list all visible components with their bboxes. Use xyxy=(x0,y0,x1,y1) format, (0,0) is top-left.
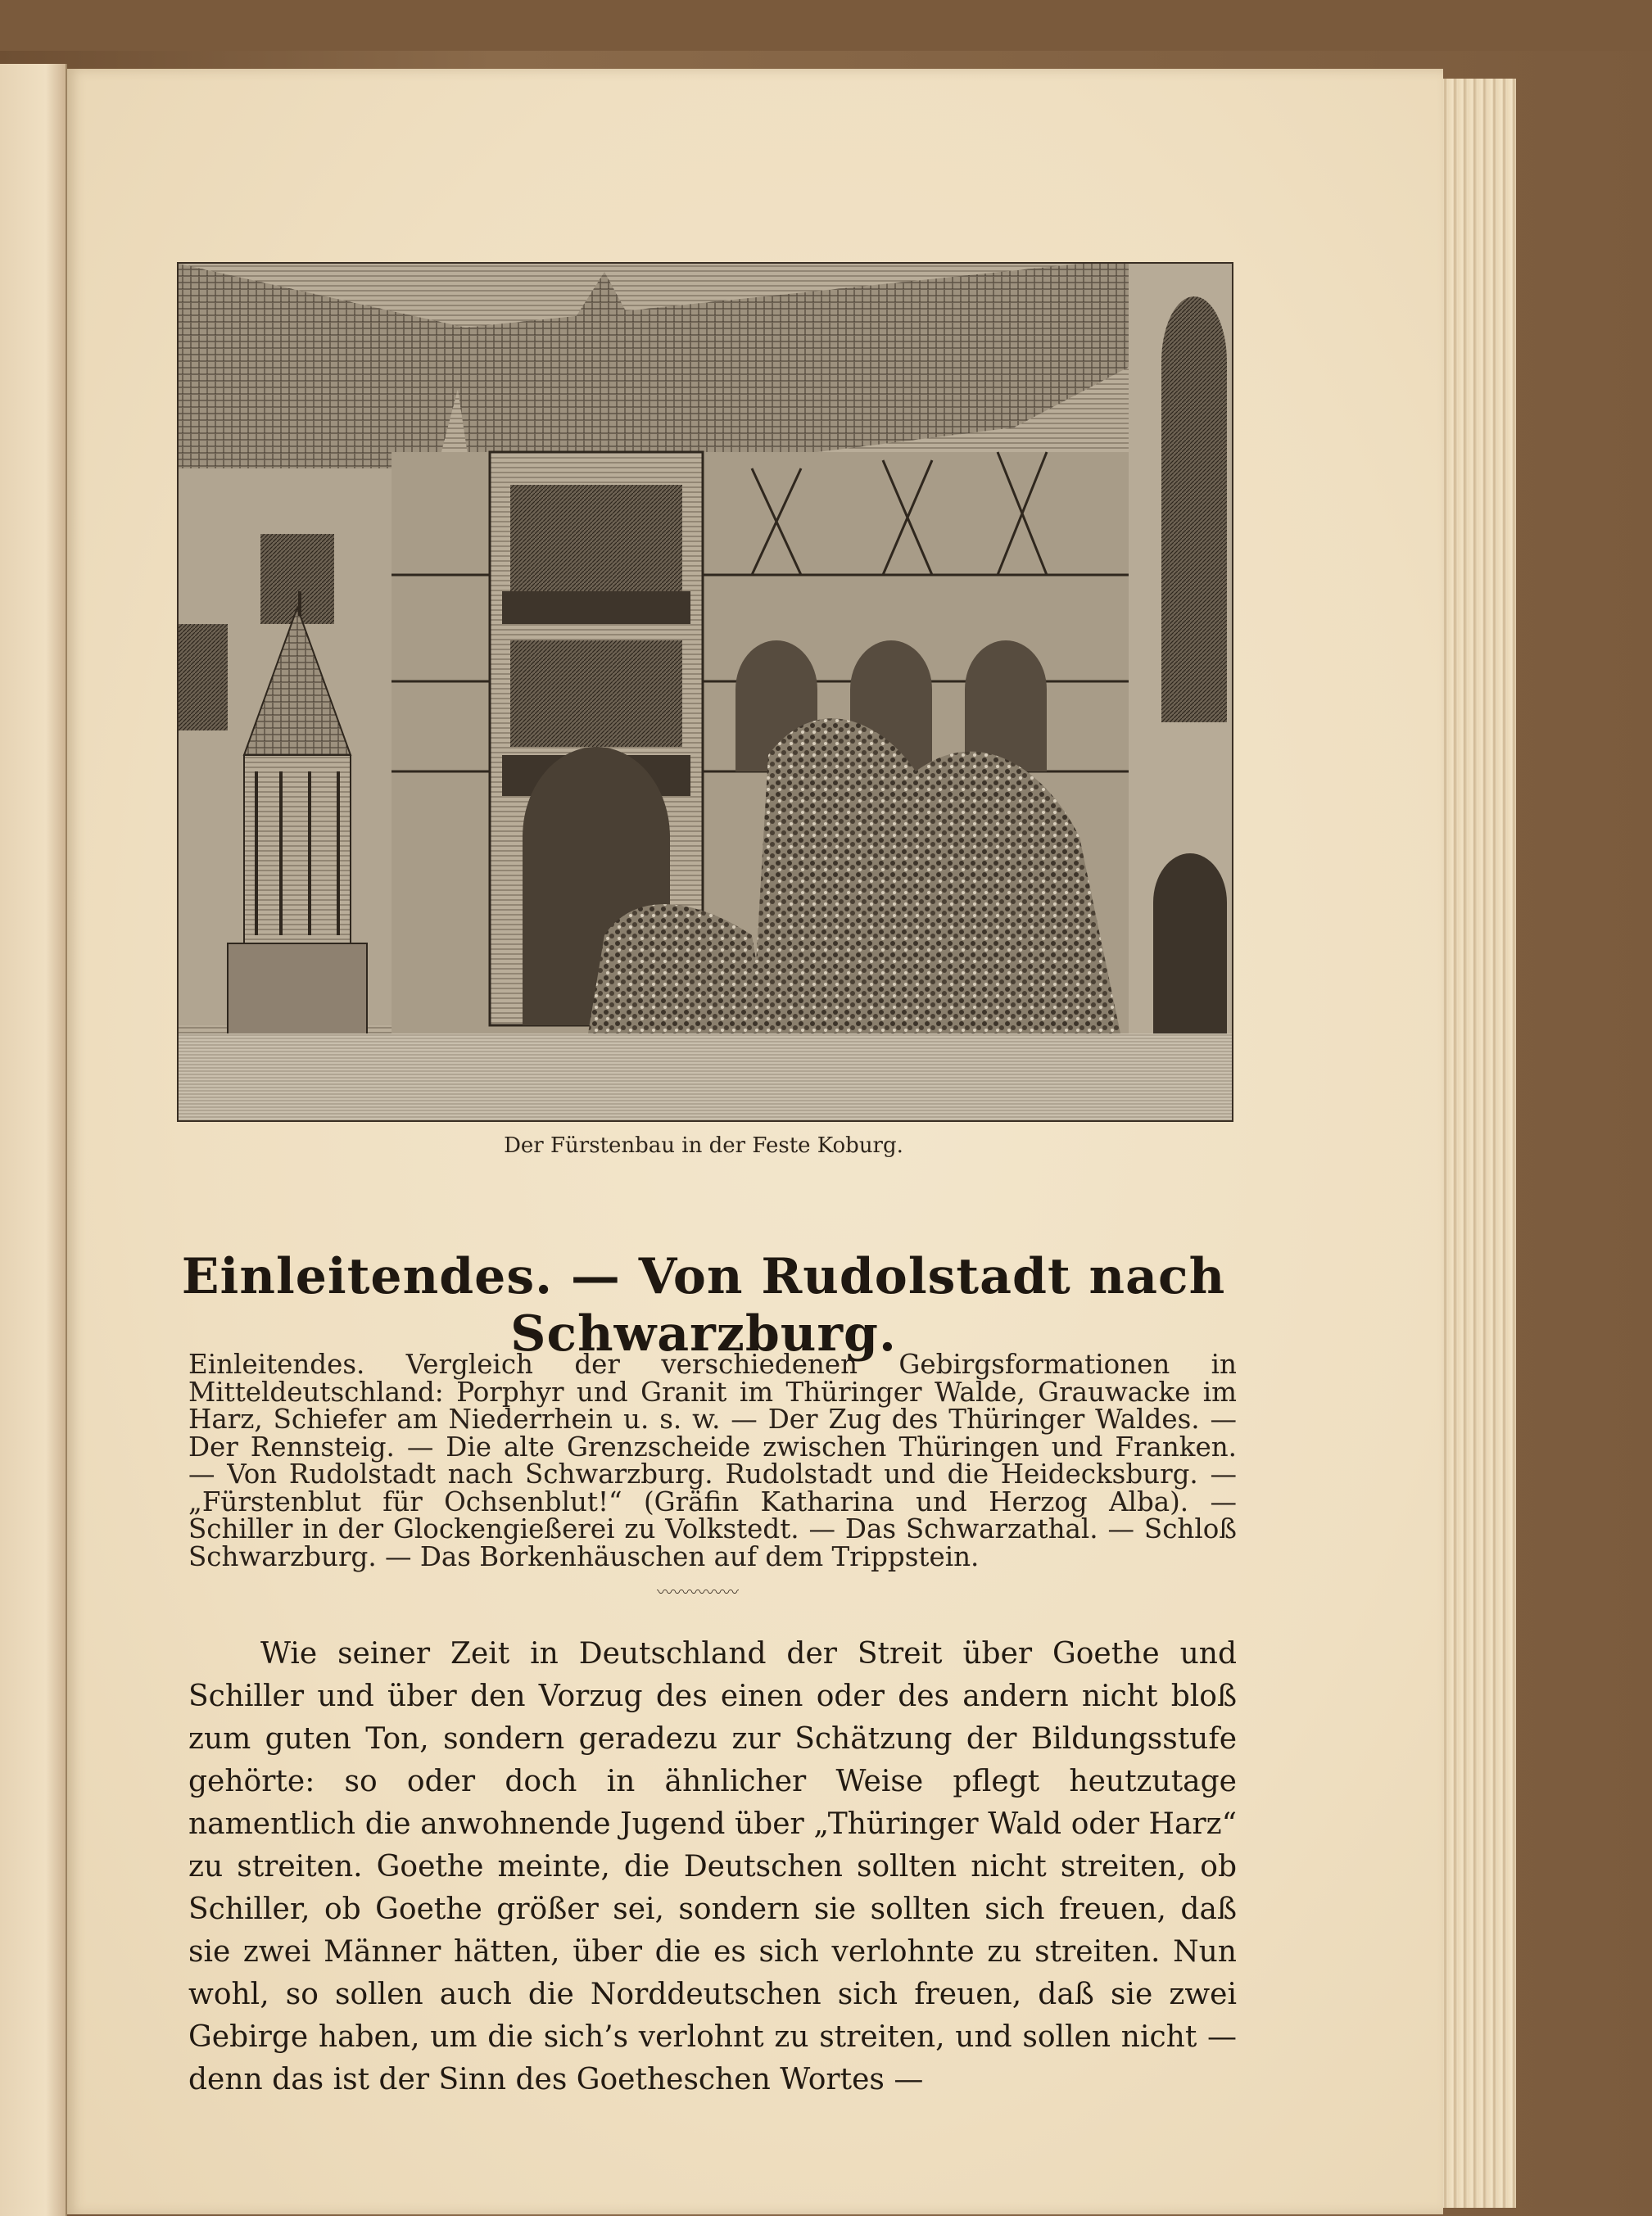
illustration-caption: Der Fürstenbau in der Feste Koburg. xyxy=(504,1133,903,1158)
page-stack-edges xyxy=(1437,79,1516,2208)
chapter-summary: Einleitendes. Vergleich der verschiedenen Gebirgsformationen in Mitteldeutschland: Porphyr und Granit im Thüringer Walde, Grauwacke im Harz, Schiefer am Niederrhein u. s. w. — Der Zug des Thüringer Waldes. — Der Rennsteig. — Die alte Grenzscheide zwischen Thüringen und Franken. — Von Rudolstadt nach Schwarzburg. Rudolstadt und die Heidecksburg. — „Fürstenblut für Ochsenblut!“ (Gräfin Katharina und Herzog Alba). — Schiller in der Glockengießerei zu Volkstedt. — Das Schwarzathal. — Schloß Schwarzburg. — Das Borkenhäuschen auf dem Trippstein. xyxy=(188,1349,1237,1572)
engraving-illustration xyxy=(177,262,1233,1122)
book-page xyxy=(67,69,1443,2214)
divider-ornament: 〰〰〰〰〰 xyxy=(657,1582,739,1602)
left-page-edge xyxy=(0,64,67,2216)
body-paragraph: Wie seiner Zeit in Deutschland der Streit über Goethe und Schiller und über den Vorzug des einen oder des andern nicht bloß zum guten Ton, sondern geradezu zur Schätzung der Bildungsstufe gehörte: so oder doch in ähnlicher Weise pflegt heutzutage namentlich die anwohnende Jugend über „Thüringer Wald oder Harz“ zu streiten. Goethe meinte, die Deutschen sollten nicht streiten, ob Schiller, ob Goethe größer sei, sondern sie sollten sich freuen, daß sie zwei Männer hätten, über die es sich verlohnte zu streiten. Nun wohl, so sollen auch die Norddeutschen sich freuen, daß sie zwei Gebirge haben, um die sich’s verlohnt zu streiten, und sollen nicht — denn das ist der Sinn des Goetheschen Wortes — xyxy=(188,1637,1237,2096)
chapter-title: Einleitendes. — Von Rudolstadt nach Schwarzburg. xyxy=(181,1248,1226,1363)
